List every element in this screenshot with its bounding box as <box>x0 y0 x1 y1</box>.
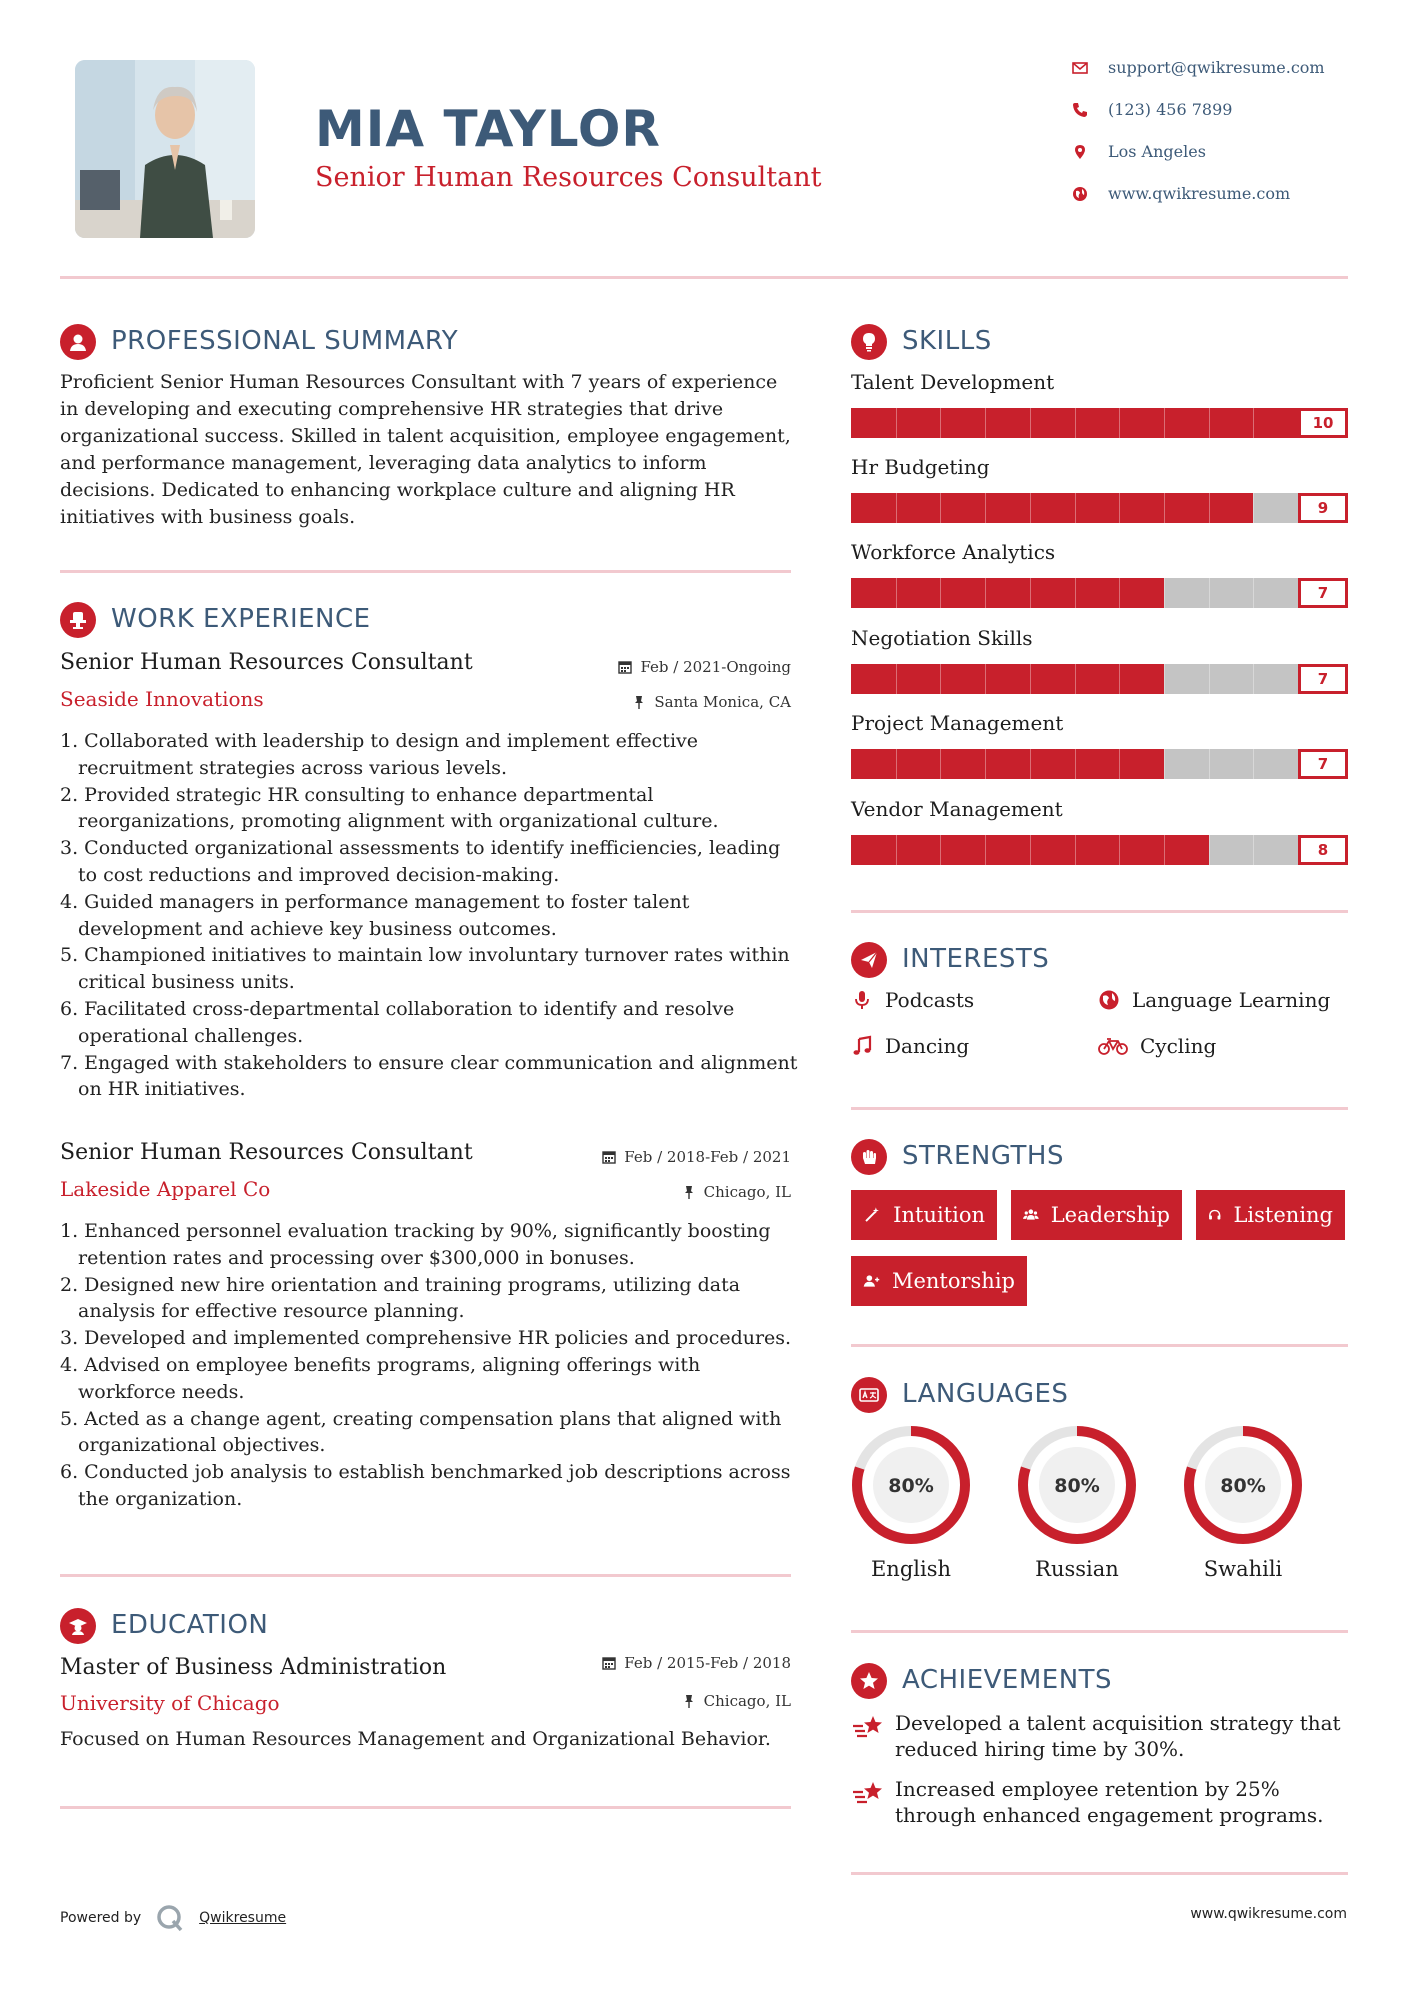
achievement-item: Developed a talent acquisition strategy that reduced hiring time by 30%. <box>851 1710 1348 1762</box>
skill-bar-segment <box>1075 493 1076 523</box>
pushpin-icon <box>632 695 646 709</box>
skill-name: Negotiation Skills <box>851 626 1033 650</box>
skill-bar-segment <box>1253 749 1254 779</box>
skill-score: 8 <box>1298 835 1348 865</box>
phone-icon <box>1072 102 1088 118</box>
skill-bar-segment <box>940 408 941 438</box>
skills-section-icon <box>851 324 887 360</box>
skill-bar-segment <box>1209 835 1210 865</box>
skill-bar-segment <box>1164 664 1165 694</box>
skill-bar-segment <box>1119 749 1120 779</box>
list-item: 7. Engaged with stakeholders to ensure clear communication and alignment on HR initiatives. <box>60 1051 798 1101</box>
skill-bar-segment <box>940 493 941 523</box>
skill-bar-segment <box>1164 749 1165 779</box>
skill-score: 7 <box>1298 749 1348 779</box>
skill-bar-segment <box>1209 408 1210 438</box>
graduate-icon <box>67 1615 89 1637</box>
experience-divider <box>60 1574 791 1577</box>
education-date: Feb / 2015-Feb / 2018 <box>500 1654 791 1672</box>
strength-chip: Mentorship <box>851 1256 1027 1306</box>
job-1-company: Seaside Innovations <box>60 687 264 711</box>
profile-photo <box>75 60 255 238</box>
skill-bar-segment <box>1119 835 1120 865</box>
language-ring <box>1016 1424 1138 1546</box>
skill-bar-segment <box>1164 493 1165 523</box>
skill-bar-segment <box>1164 835 1165 865</box>
skill-bar-segment <box>896 578 897 608</box>
list-item: 2. Provided strategic HR consulting to enhance departmental reorganizations, promoting alignment with organizational culture. <box>60 783 719 833</box>
pushpin-icon <box>682 1185 696 1199</box>
shooting-star-icon <box>851 1712 885 1742</box>
skill-name: Vendor Management <box>851 797 1063 821</box>
paper-plane-icon <box>858 949 880 971</box>
globe-icon <box>1098 989 1120 1011</box>
skill-bar <box>851 749 1348 779</box>
translate-icon <box>858 1384 880 1406</box>
skill-bar-segment <box>1075 578 1076 608</box>
skill-bar-segment <box>1209 664 1210 694</box>
interest-item: Language Learning <box>1098 988 1330 1012</box>
job-1-location: Santa Monica, CA <box>500 693 791 711</box>
skill-bar-segment <box>985 749 986 779</box>
strengths-section-icon <box>851 1139 887 1175</box>
list-item: 3. Developed and implemented comprehensive HR policies and procedures. <box>60 1327 792 1350</box>
skill-bar-segment <box>1030 835 1031 865</box>
job-1-date: Feb / 2021-Ongoing <box>500 658 791 676</box>
job-2-title: Senior Human Resources Consultant <box>60 1140 473 1165</box>
skill-bar-segment <box>1164 408 1165 438</box>
education-degree: Master of Business Administration <box>60 1655 447 1680</box>
skill-bar-segment <box>985 578 986 608</box>
languages-section-icon <box>851 1377 887 1413</box>
skill-bar-segment <box>1209 493 1210 523</box>
job-1-title: Senior Human Resources Consultant <box>60 650 473 675</box>
achievement-item: Increased employee retention by 25% through enhanced engagement programs. <box>851 1776 1348 1828</box>
calendar-icon <box>618 660 632 674</box>
skill-bar-segment <box>940 749 941 779</box>
contact-email[interactable] <box>1072 58 1372 77</box>
list-item: 4. Guided managers in performance management to foster talent development and achieve key business outcomes. <box>60 890 690 940</box>
skill-score: 9 <box>1298 493 1348 523</box>
contact-phone-text: (123) 456 7899 <box>1108 100 1233 119</box>
contact-location <box>1072 142 1372 161</box>
language-ring <box>850 1424 972 1546</box>
bicycle-icon <box>1098 1035 1128 1057</box>
job-1-responsibilities <box>60 728 800 1103</box>
education-school: University of Chicago <box>60 1691 280 1715</box>
skill-name: Project Management <box>851 711 1064 735</box>
briefcase-icon <box>67 609 89 631</box>
list-item: 6. Conducted job analysis to establish benchmarked job descriptions across the organization. <box>60 1461 791 1510</box>
contact-email-text: support@qwikresume.com <box>1108 58 1325 77</box>
language-ring <box>1182 1424 1304 1546</box>
skill-bar-segment <box>1030 749 1031 779</box>
strength-chip: Intuition <box>851 1190 997 1240</box>
lightbulb-icon <box>858 331 880 353</box>
users-icon <box>1023 1203 1039 1227</box>
language-name: English <box>870 1557 952 1581</box>
languages-divider <box>851 1630 1348 1633</box>
user-icon <box>67 331 89 353</box>
list-item: 1. Enhanced personnel evaluation tracking by 90%, significantly boosting retention rates and processing over $300,000 in bonuses. <box>60 1220 771 1269</box>
interest-item: Cycling <box>1098 1034 1216 1058</box>
skill-bar-segment <box>1030 578 1031 608</box>
interest-item: Podcasts <box>851 988 974 1012</box>
skill-bar-segment <box>1030 493 1031 523</box>
skill-bar <box>851 408 1348 438</box>
language-english <box>850 1424 972 1550</box>
skill-bar <box>851 493 1348 523</box>
achievements-heading: ACHIEVEMENTS <box>902 1665 1113 1695</box>
language-name: Russian <box>1035 1557 1119 1581</box>
list-item: 3. Conducted organizational assessments to identify inefficiencies, leading to cost reductions and improved decision-making. <box>60 837 781 886</box>
star-badge-icon <box>858 1670 880 1692</box>
skill-bar-segment <box>1075 664 1076 694</box>
headphones-icon <box>1208 1203 1221 1227</box>
skill-bar-segment <box>896 408 897 438</box>
candidate-title: Senior Human Resources Consultant <box>315 162 822 193</box>
list-item: 2. Designed new hire orientation and training programs, utilizing data analysis for effective resource planning. <box>60 1273 741 1323</box>
interest-item: Dancing <box>851 1034 969 1058</box>
skill-bar-segment <box>1164 578 1165 608</box>
job-2-responsibilities <box>60 1218 800 1513</box>
summary-section-icon <box>60 324 96 360</box>
language-percent: 80% <box>1220 1475 1266 1497</box>
strengths-heading: STRENGTHS <box>902 1141 1064 1171</box>
experience-section-icon <box>60 602 96 638</box>
job-2-date: Feb / 2018-Feb / 2021 <box>500 1148 791 1166</box>
globe-icon <box>1072 186 1088 202</box>
job-2-location: Chicago, IL <box>500 1183 791 1201</box>
education-section-icon <box>60 1608 96 1644</box>
list-item: 1. Collaborated with leadership to design and implement effective recruitment strategies across various levels. <box>60 730 698 779</box>
skill-bar-segment <box>1075 835 1076 865</box>
calendar-icon <box>602 1150 616 1164</box>
interests-divider <box>851 1107 1348 1110</box>
language-percent: 80% <box>888 1475 934 1497</box>
skill-bar-segment <box>985 664 986 694</box>
contact-website-text: www.qwikresume.com <box>1108 184 1291 203</box>
skill-bar-fill <box>851 578 1164 608</box>
skill-bar-segment <box>1119 664 1120 694</box>
language-percent: 80% <box>1054 1475 1100 1497</box>
skill-bar-segment <box>896 835 897 865</box>
achievements-divider <box>851 1872 1348 1875</box>
list-item: 4. Advised on employee benefits programs, aligning offerings with workforce needs. <box>60 1353 701 1403</box>
experience-heading: WORK EXPERIENCE <box>111 604 371 634</box>
skill-bar-segment <box>1253 493 1254 523</box>
contact-location-text: Los Angeles <box>1108 142 1206 161</box>
interests-heading: INTERESTS <box>902 944 1050 974</box>
education-heading: EDUCATION <box>111 1610 269 1640</box>
skill-bar-segment <box>1030 664 1031 694</box>
user-plus-icon <box>863 1269 880 1293</box>
skill-bar-segment <box>985 835 986 865</box>
education-description: Focused on Human Resources Management and Organizational Behavior. <box>60 1728 771 1750</box>
contact-website[interactable] <box>1072 184 1372 203</box>
skill-bar-segment <box>940 664 941 694</box>
skill-bar-segment <box>1119 408 1120 438</box>
skill-bar-fill <box>851 664 1164 694</box>
interests-section-icon <box>851 942 887 978</box>
music-note-icon <box>851 1035 873 1057</box>
skills-divider <box>851 910 1348 913</box>
skill-name: Hr Budgeting <box>851 455 990 479</box>
skill-bar-segment <box>1209 749 1210 779</box>
list-item: 6. Facilitated cross-departmental collaboration to identify and resolve operational challenges. <box>60 997 735 1047</box>
contact-phone[interactable] <box>1072 100 1372 119</box>
list-item: 5. Acted as a change agent, creating compensation plans that aligned with organizational objectives. <box>60 1407 782 1457</box>
skill-bar-segment <box>1030 408 1031 438</box>
qwikresume-logo-icon <box>155 1903 185 1933</box>
language-russian <box>1016 1424 1138 1550</box>
education-location: Chicago, IL <box>500 1692 791 1710</box>
skill-bar-segment <box>1253 664 1254 694</box>
list-item: 5. Championed initiatives to maintain low involuntary turnover rates within critical business units. <box>60 944 790 994</box>
skill-bar-segment <box>1075 749 1076 779</box>
shooting-star-icon <box>851 1778 885 1808</box>
language-swahili <box>1182 1424 1304 1550</box>
footer-powered-by: Powered by Qwikresume <box>60 1903 286 1933</box>
skill-bar-segment <box>1253 408 1254 438</box>
skill-name: Workforce Analytics <box>851 540 1056 564</box>
language-name: Swahili <box>1203 1557 1283 1581</box>
education-divider <box>60 1806 791 1809</box>
microphone-icon <box>851 989 873 1011</box>
skill-bar-segment <box>1253 578 1254 608</box>
job-2-company: Lakeside Apparel Co <box>60 1177 271 1201</box>
achievements-section-icon <box>851 1663 887 1699</box>
skill-bar-segment <box>896 664 897 694</box>
skill-bar-segment <box>896 493 897 523</box>
skill-bar <box>851 664 1348 694</box>
skill-score: 7 <box>1298 578 1348 608</box>
skill-bar <box>851 578 1348 608</box>
magic-wand-icon <box>863 1203 881 1227</box>
summary-text: Proficient Senior Human Resources Consultant with 7 years of experience in developing and executing comprehensive HR strategies that drive organizational success. Skilled in talent acquisition, employee engagement, and performance management, leveraging data analytics to inform decisions. Dedicated to enhancing workplace culture and aligning HR initiatives with business goals. <box>60 371 791 528</box>
skill-bar-fill <box>851 749 1164 779</box>
skill-bar-segment <box>1119 493 1120 523</box>
strength-chip: Listening <box>1196 1190 1345 1240</box>
map-pin-icon <box>1072 144 1088 160</box>
header-divider <box>60 276 1348 279</box>
pushpin-icon <box>682 1694 696 1708</box>
skill-bar-fill <box>851 493 1253 523</box>
fist-icon <box>858 1146 880 1168</box>
qwikresume-link[interactable]: Qwikresume <box>199 1910 287 1926</box>
skill-name: Talent Development <box>851 370 1055 394</box>
skill-bar-segment <box>1253 835 1254 865</box>
envelope-icon <box>1072 60 1088 76</box>
strengths-divider <box>851 1344 1348 1347</box>
skill-bar-segment <box>985 408 986 438</box>
skill-bar-segment <box>1119 578 1120 608</box>
skill-bar-segment <box>1075 408 1076 438</box>
skill-score: 7 <box>1298 664 1348 694</box>
summary-divider <box>60 570 791 573</box>
skill-bar-segment <box>940 578 941 608</box>
skill-bar-segment <box>940 835 941 865</box>
skill-bar-segment <box>1209 578 1210 608</box>
calendar-icon <box>602 1656 616 1670</box>
summary-heading: PROFESSIONAL SUMMARY <box>111 326 459 356</box>
languages-heading: LANGUAGES <box>902 1379 1069 1409</box>
skill-bar-segment <box>896 749 897 779</box>
skill-score: 10 <box>1298 408 1348 438</box>
skills-heading: SKILLS <box>902 326 992 356</box>
strength-chip: Leadership <box>1011 1190 1182 1240</box>
candidate-name: MIA TAYLOR <box>315 100 661 158</box>
skill-bar-segment <box>985 493 986 523</box>
footer-url[interactable]: www.qwikresume.com <box>1190 1906 1347 1922</box>
skill-bar <box>851 835 1348 865</box>
